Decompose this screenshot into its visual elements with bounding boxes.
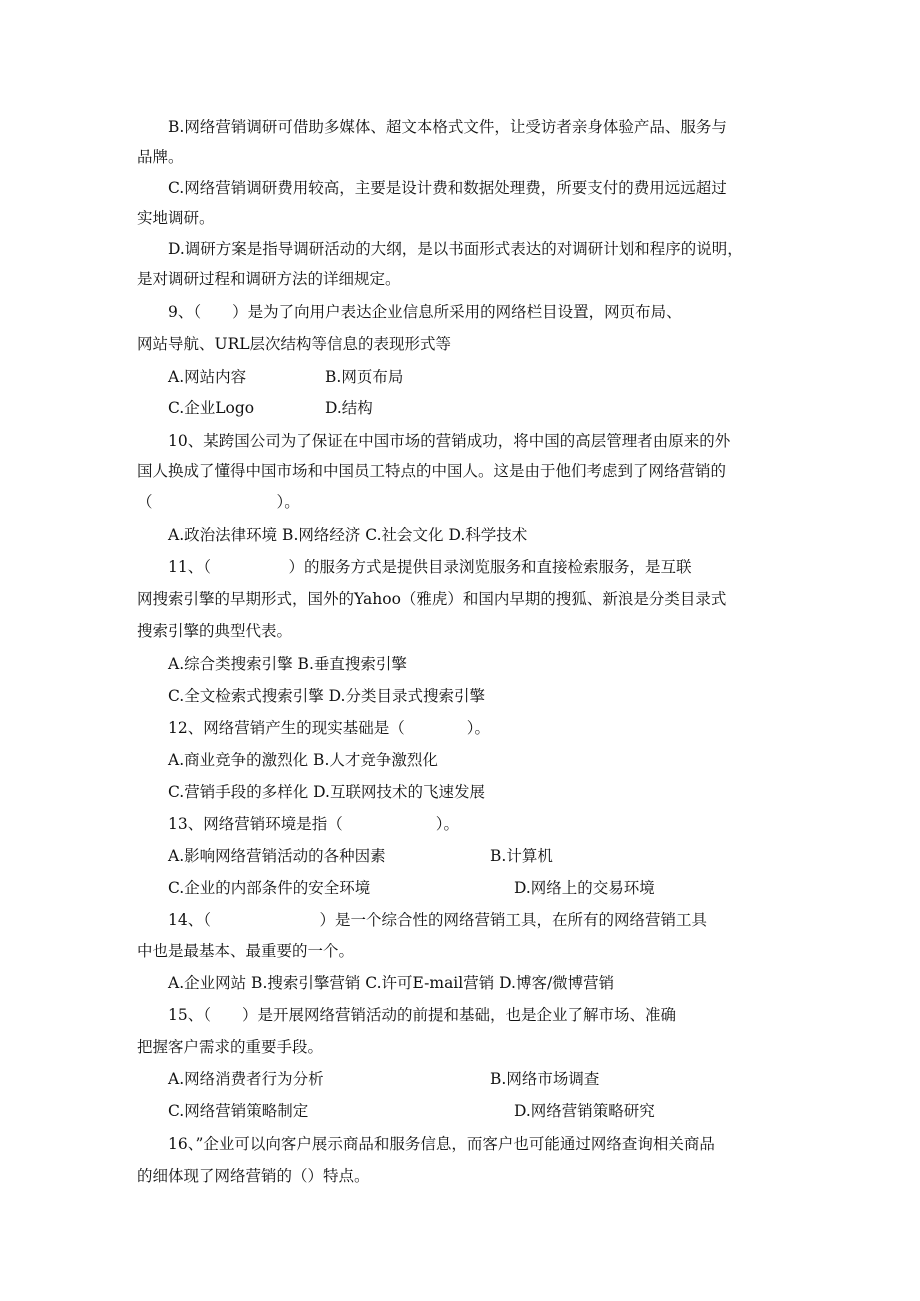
q8-option-c-line1: C.网络营销调研费用较高，主要是设计费和数据处理费，所要支付的费用远远超过: [168, 179, 727, 197]
q15-stem-line2: 把握客户需求的重要手段。: [137, 1038, 324, 1056]
q10-stem-line1: 10、某跨国公司为了保证在中国市场的营销成功，将中国的高层管理者由原来的外: [168, 432, 731, 450]
q10-options: A.政治法律环境 B.网络经济 C.社会文化 D.科学技术: [168, 526, 528, 544]
q12-options-ab: A.商业竞争的激烈化 B.人才竞争激烈化: [168, 751, 438, 769]
q11-options-cd: C.全文检索式搜索引擎 D.分类目录式搜索引擎: [168, 687, 485, 705]
q15-option-c: C.网络营销策略制定: [168, 1102, 309, 1120]
q10-stem-line2: 国人换成了懂得中国市场和中国员工特点的中国人。这是由于他们考虑到了网络营销的: [137, 462, 727, 480]
q11-stem-line3: 搜索引擎的典型代表。: [137, 622, 293, 640]
q15-option-a: A.网络消费者行为分析: [168, 1070, 324, 1088]
q13-option-c: C.企业的内部条件的安全环境: [168, 879, 371, 897]
q13-stem: 13、网络营销环境是指（ ）。: [168, 815, 459, 833]
q8-option-b-line2: 品牌。: [137, 148, 184, 166]
q14-stem-line2: 中也是最基本、最重要的一个。: [137, 942, 355, 960]
q13-option-a: A.影响网络营销活动的各种因素: [168, 847, 386, 865]
q13-option-b: B.计算机: [490, 847, 553, 865]
q9-stem-line1: 9、（ ）是为了向用户表达企业信息所采用的网络栏目设置，网页布局、: [168, 303, 682, 321]
q13-option-d: D.网络上的交易环境: [514, 879, 655, 897]
q15-option-d: D.网络营销策略研究: [514, 1102, 655, 1120]
q9-option-d: D.结构: [325, 399, 373, 417]
q14-options: A.企业网站 B.搜索引擎营销 C.许可E-mail营销 D.博客/微博营销: [168, 974, 615, 992]
q16-stem-line1: 16、”企业可以向客户展示商品和服务信息，而客户也可能通过网络查询相关商品: [168, 1135, 715, 1153]
q10-stem-line3: （ ）。: [137, 493, 300, 511]
q14-stem-line1: 14、（ ）是一个综合性的网络营销工具，在所有的网络营销工具: [168, 911, 707, 929]
q9-option-c: C.企业Logo: [168, 399, 255, 417]
q9-option-b: B.网页布局: [325, 368, 404, 386]
q8-option-c-line2: 实地调研。: [137, 209, 215, 227]
q9-option-a: A.网站内容: [168, 368, 247, 386]
q11-stem-line2: 网搜索引擎的早期形式，国外的Yahoo（雅虎）和国内早期的搜狐、新浪是分类目录式: [137, 590, 727, 608]
q11-options-ab: A.综合类搜索引擎 B.垂直搜索引擎: [168, 655, 407, 673]
q16-stem-line2: 的细体现了网络营销的（）特点。: [137, 1167, 370, 1185]
q11-stem-line1: 11、（ ）的服务方式是提供目录浏览服务和直接检索服务，是互联: [168, 558, 692, 576]
q8-option-b-line1: B.网络营销调研可借助多媒体、超文本格式文件，让受访者亲身体验产品、服务与: [168, 118, 727, 136]
q12-stem: 12、网络营销产生的现实基础是（ ）。: [168, 719, 490, 737]
q8-option-d-line1: D.调研方案是指导调研活动的大纲，是以书面形式表达的对调研计划和程序的说明，: [168, 240, 743, 258]
q8-option-d-line2: 是对调研过程和调研方法的详细规定。: [137, 270, 401, 288]
q15-option-b: B.网络市场调查: [490, 1070, 600, 1088]
q15-stem-line1: 15、（ ）是开展网络营销活动的前提和基础，也是企业了解市场、准确: [168, 1006, 676, 1024]
q12-options-cd: C.营销手段的多样化 D.互联网技术的飞速发展: [168, 783, 485, 801]
q9-stem-line2: 网站导航、URL层次结构等信息的表现形式等: [137, 335, 452, 353]
